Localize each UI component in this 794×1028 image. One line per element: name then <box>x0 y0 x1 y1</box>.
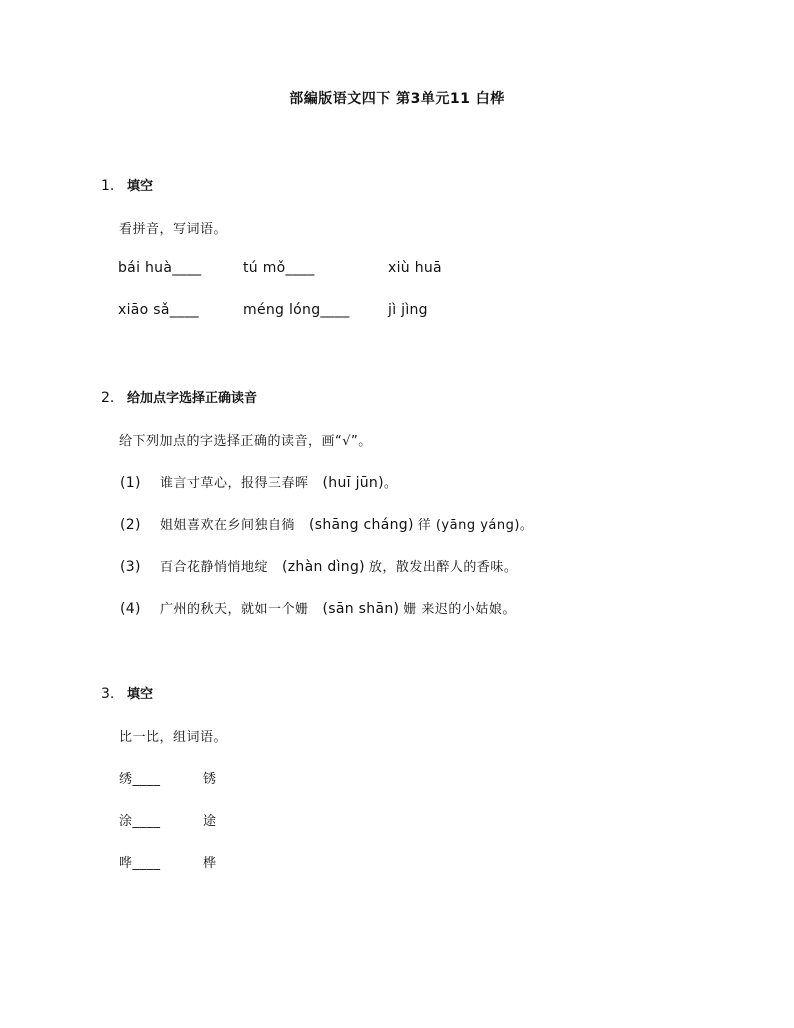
item-pinyin: (huī jūn) <box>322 475 384 491</box>
pinyin-item: xiù huā <box>388 260 442 276</box>
item-text: 谁言寸草心，报得三春晖 <box>160 476 309 491</box>
question-3-heading <box>101 683 153 702</box>
question-1-instruction: 看拼音，写词语。 <box>119 222 228 237</box>
page-title: 部編版语文四下 第3单元11 白桦 <box>289 91 505 107</box>
compare-left: 涂____ <box>119 814 161 829</box>
question-number: 3. <box>101 686 115 702</box>
list-item <box>120 472 397 491</box>
question-2-heading <box>101 387 257 406</box>
question-3-instruction: 比一比，组词语。 <box>119 730 228 745</box>
item-pinyin: (zhàn dìng) <box>282 559 365 575</box>
list-item <box>120 598 516 617</box>
pinyin-item: jì jìng <box>388 302 428 318</box>
pinyin-item: bái huà____ <box>118 260 202 276</box>
question-2-instruction: 给下列加点的字选择正确的读音，画“√”。 <box>119 434 372 449</box>
question-1-heading <box>101 175 153 194</box>
pinyin-item: tú mǒ____ <box>243 260 315 276</box>
list-item <box>120 514 533 533</box>
item-pinyin: (shāng cháng) <box>309 517 414 533</box>
item-number: (4) <box>120 601 141 617</box>
compare-right: 锈 <box>203 772 217 787</box>
question-number: 2. <box>101 390 115 406</box>
compare-right: 桦 <box>203 856 217 871</box>
item-text: 姐姐喜欢在乡间独自徜 <box>160 518 296 533</box>
compare-right: 途 <box>203 814 217 829</box>
item-tail: 徉 (yāng yáng)。 <box>417 518 534 533</box>
compare-left: 哗____ <box>119 856 161 871</box>
list-item <box>120 556 517 575</box>
item-text: 百合花静悄悄地绽 <box>160 560 269 575</box>
item-number: (1) <box>120 475 141 491</box>
pinyin-item: xiāo sǎ____ <box>118 302 199 318</box>
question-label: 给加点字选择正确读音 <box>127 391 258 406</box>
item-tail: 放，散发出醉人的香味。 <box>368 560 518 575</box>
item-number: (2) <box>120 517 141 533</box>
item-tail: 。 <box>383 476 398 491</box>
question-number: 1. <box>101 178 115 194</box>
question-label: 填空 <box>127 687 154 702</box>
question-label: 填空 <box>127 179 154 194</box>
item-text: 广州的秋天，就如一个姗 <box>160 602 309 617</box>
item-pinyin: (sān shān) <box>322 601 400 617</box>
item-tail: 姗 来迟的小姑娘。 <box>403 602 516 617</box>
pinyin-item: méng lóng____ <box>243 302 350 318</box>
item-number: (3) <box>120 559 141 575</box>
compare-left: 绣____ <box>119 772 161 787</box>
